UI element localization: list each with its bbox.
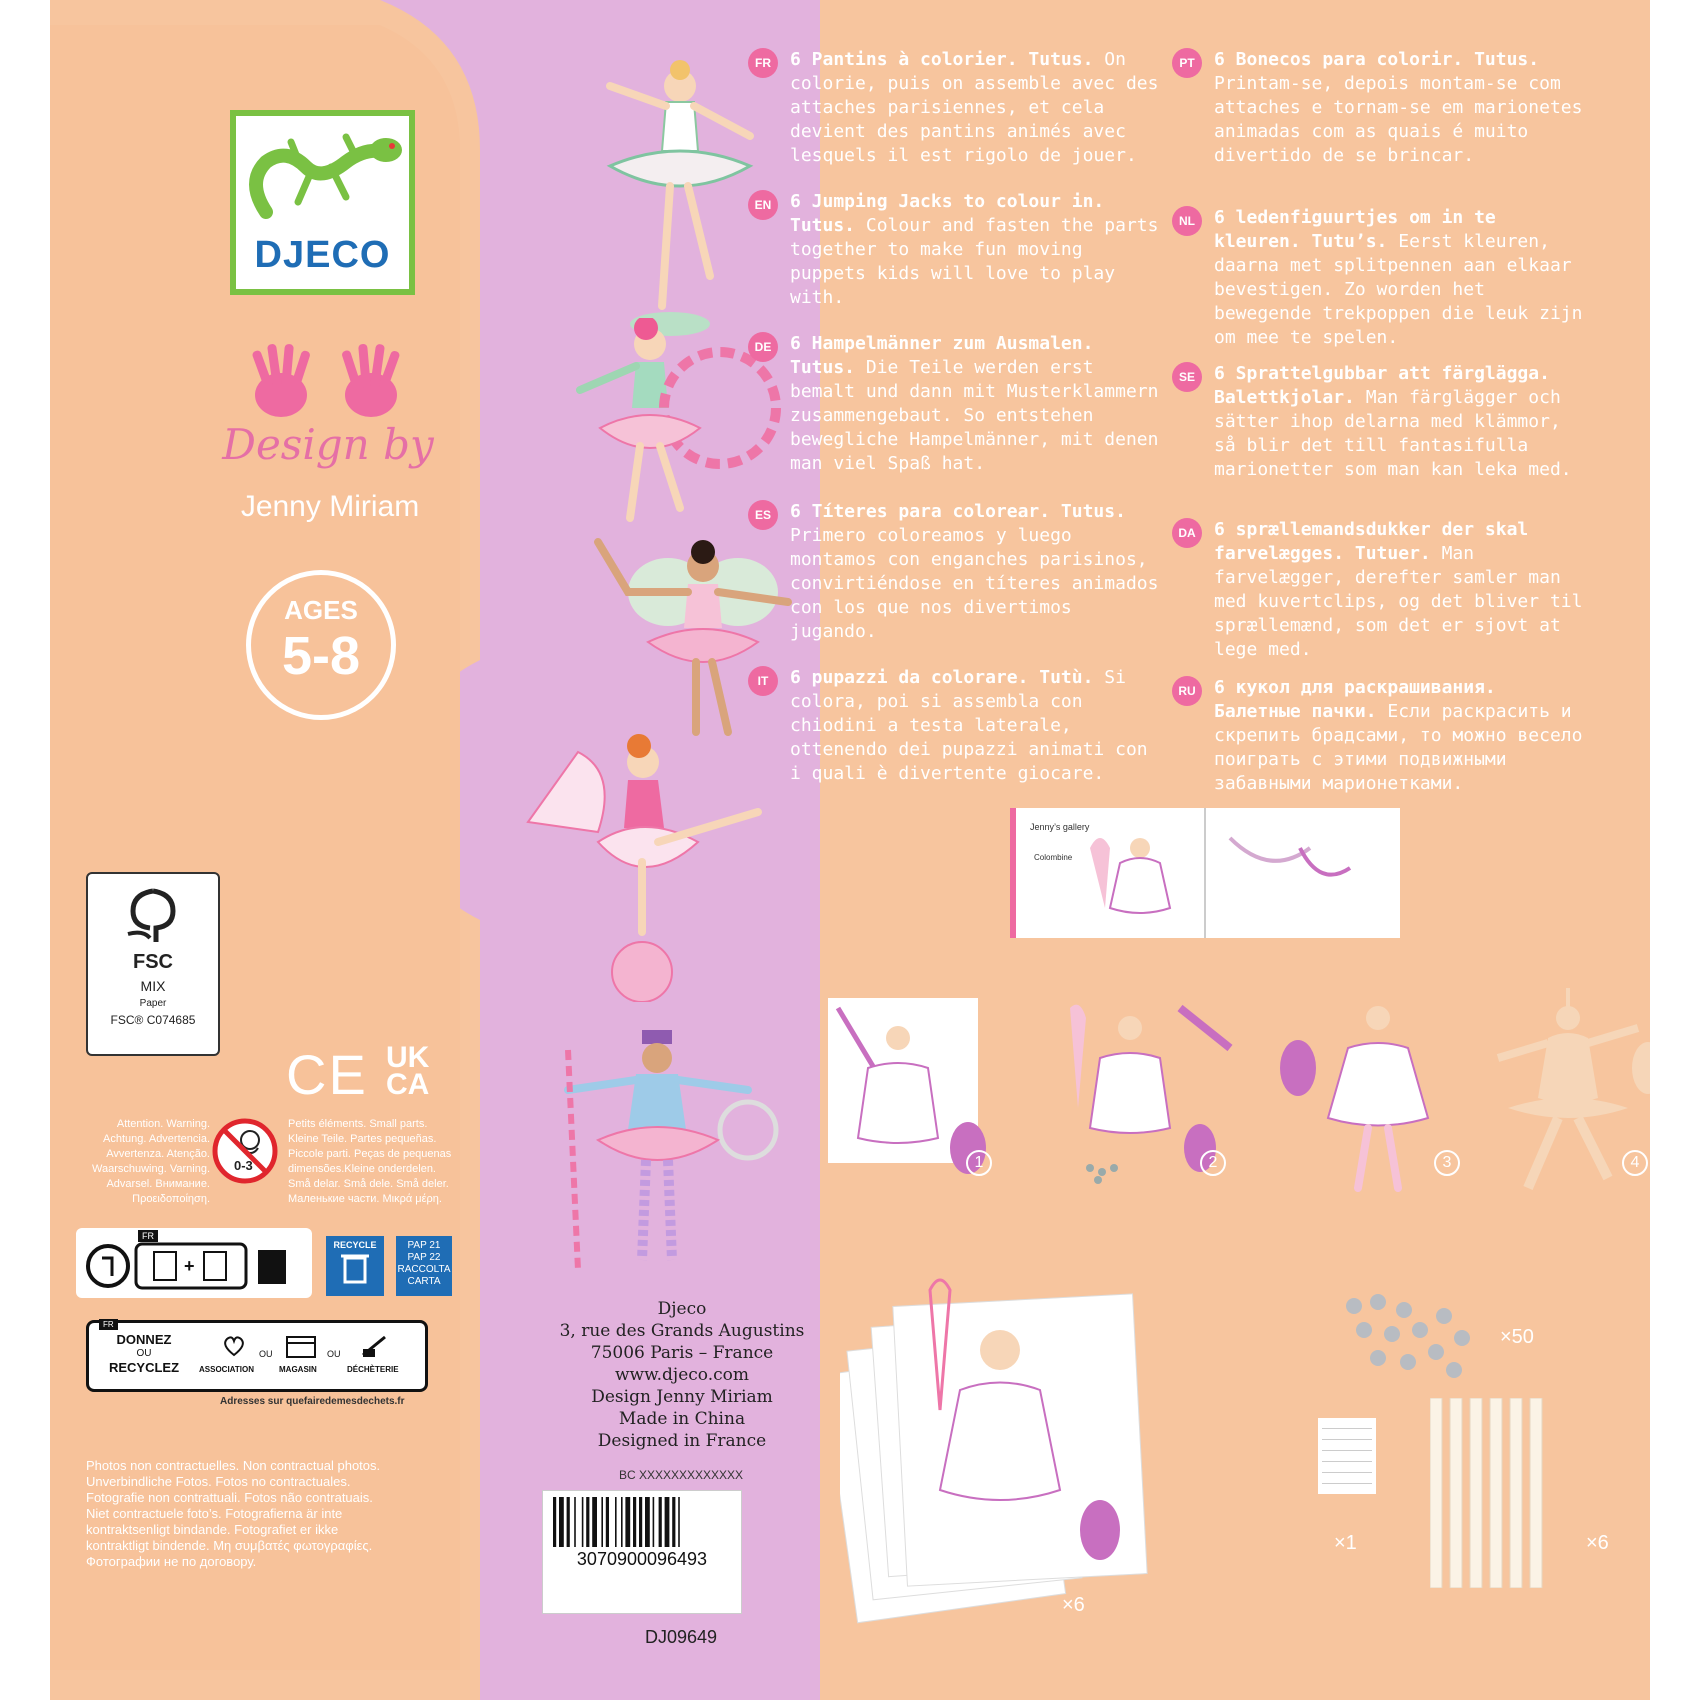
barcode-number: 3070900096493 <box>576 1549 708 1569</box>
description-title: 6 pupazzi da colorare. Tutù. <box>790 667 1094 688</box>
address-company: Djeco <box>657 1299 707 1319</box>
pap-badge <box>396 1236 452 1296</box>
donnez-line-2: RECYCLEZ <box>108 1360 180 1375</box>
djeco-logo <box>230 110 415 295</box>
label-sheet-illustration <box>1318 1418 1376 1494</box>
description-es <box>754 500 1160 644</box>
donnez-ou: OU <box>136 1348 152 1359</box>
ages-range: 5-8 <box>281 626 361 686</box>
description-fr <box>755 48 1160 168</box>
description-title: 6 ledenfiguurtjes om in te kleuren. Tutu’s. <box>1214 207 1496 252</box>
language-badge: SE <box>1172 362 1202 392</box>
product-reference: DJ09649 <box>644 1627 718 1647</box>
coloring-sheets-illustration <box>840 1250 1150 1630</box>
barcode-box <box>542 1490 742 1614</box>
booklet-name: Colombine <box>1034 853 1073 862</box>
triman-icon <box>76 1228 312 1298</box>
description-se <box>1178 362 1584 482</box>
step-number-3: 3 <box>1434 1150 1460 1176</box>
triman-recycling-label <box>76 1228 312 1298</box>
donnez-fr: FR <box>99 1319 118 1330</box>
address-city: 75006 Paris – France <box>590 1343 774 1363</box>
recycle-label: RECYCLE <box>333 1240 377 1250</box>
gecko-icon <box>236 122 409 232</box>
description-pt <box>1179 48 1584 168</box>
label-line <box>1322 1450 1372 1451</box>
hands-icon <box>236 340 416 420</box>
fairy-illustration-3 <box>588 532 818 752</box>
svg-text:+: + <box>184 1256 195 1276</box>
label-line <box>1322 1461 1372 1462</box>
description-text: Если раскрасить и скрепить брадсами, то можно весело поиграть с этими подвижными забавными марионетками. <box>1214 701 1583 794</box>
fsc-mix: MIX <box>140 978 166 994</box>
company-address <box>556 1298 808 1452</box>
description-text: Si colora, poi si assembla con chiodini a testa laterale, ottenendo dei pupazzi animati con i quali è divertente giocare. <box>790 667 1148 784</box>
language-badge: RU <box>1172 676 1202 706</box>
fan-dancer-illustration-4 <box>518 732 798 1002</box>
language-badge: DE <box>748 332 778 362</box>
language-badge: NL <box>1172 206 1202 236</box>
heart-hands-icon <box>219 1333 249 1359</box>
donnez-option-magasin: MAGASIN <box>279 1365 317 1374</box>
photos-disclaimer: Photos non contractuelles. Non contractual photos. Unverbindliche Fotos. Fotos no contractuales. Fotografie non contrattuali. Fotos não contratuais. Niet contractuele foto’s. Fotografierna är inte kontraktsenligt bindande. Fotografiet er ikke kontraktligt bindende. Μη συμβατές φωτογραφίες. Фотографии не по договору. <box>86 1458 381 1569</box>
description-title: 6 Pantins à colorier. Tutus. <box>790 49 1094 70</box>
shop-icon <box>285 1333 317 1359</box>
description-text: Man farvelægger, derefter samler man med kuvertclips, og det bliver til sprællemænd, som det er sjovt at lege med. <box>1214 543 1583 660</box>
language-badge: IT <box>748 666 778 696</box>
recycle-bin-icon <box>335 1250 375 1284</box>
box-back <box>50 0 1650 1700</box>
booklet-illustration <box>1010 808 1400 948</box>
description-de <box>754 332 1160 476</box>
description-title: 6 sprællemandsdukker der skal farvelægges. Tutuer. <box>1214 519 1529 564</box>
fsc-mark: FSC <box>133 951 173 973</box>
sticks-illustration <box>1430 1398 1560 1588</box>
description-text: Colour and fasten the parts together to make fun moving puppets kids will love to play with. <box>790 215 1159 308</box>
ukca-mark <box>386 1041 450 1101</box>
brand-name: DJECO <box>254 234 391 276</box>
description-title: 6 Sprattelgubbar att färglägga. Balettkjolar. <box>1214 363 1550 408</box>
description-text: Eerst kleuren, daarna met splitpennen aan elkaar bevestigen. Zo worden het bewegende trekpoppen die leuk zijn om mee te spelen. <box>1214 231 1583 348</box>
donnez-recyclez-label <box>86 1320 428 1392</box>
step-number-4: 4 <box>1622 1150 1648 1176</box>
description-nl <box>1179 206 1584 350</box>
ringmaster-illustration-5 <box>538 1030 798 1280</box>
language-badge: DA <box>1172 518 1202 548</box>
ukca-line-1: UK <box>386 1041 430 1074</box>
fasteners-illustration <box>1334 1286 1484 1386</box>
fsc-paper: Paper <box>139 998 167 1009</box>
designer-name: Jenny Miriam <box>240 490 420 523</box>
step-number-2: 2 <box>1200 1150 1226 1176</box>
sheets-count: ×6 <box>1062 1594 1085 1616</box>
pap-raccolta: RACCOLTA <box>397 1264 451 1275</box>
donnez-ou-2: OU <box>327 1349 341 1359</box>
pap-22: PAP 22 <box>407 1252 441 1263</box>
bc-code: BC XXXXXXXXXXXXX <box>618 1468 744 1482</box>
language-badge: EN <box>748 190 778 220</box>
warning-age: 0-3 <box>234 1158 253 1173</box>
ukca-line-2: CA <box>386 1068 430 1101</box>
description-text: Die Teile werden erst bemalt und dann mit Musterklammern zusammengebaut. So entstehen bewegliche Hampelmänner, mit denen man viel Spaß hat. <box>790 357 1159 474</box>
language-badge: FR <box>748 48 778 78</box>
donnez-ou-1: OU <box>259 1349 273 1359</box>
design-by-label: Design by <box>222 420 434 469</box>
label-line <box>1322 1472 1372 1473</box>
triman-fr: FR <box>138 1230 158 1242</box>
donnez-line-1: DONNEZ <box>116 1332 172 1347</box>
no-under-3-icon <box>212 1118 278 1184</box>
donnez-option-decheterie: DÉCHÈTERIE <box>347 1365 399 1374</box>
address-web: www.djeco.com <box>615 1365 749 1385</box>
sticks-count: ×6 <box>1586 1532 1609 1554</box>
fsc-code: FSC® C074685 <box>110 1013 196 1027</box>
language-badge: ES <box>748 500 778 530</box>
language-badge: PT <box>1172 48 1202 78</box>
description-text: Primero coloreamos y luego montamos con enganches parisinos, convirtiéndose en títeres animados con los que nos divertimos jugando. <box>790 525 1159 642</box>
description-title: 6 Títeres para colorear. Tutus. <box>790 501 1126 522</box>
label-line <box>1322 1428 1372 1429</box>
description-text: Man färglägger och sätter ihop delarna med klämmor, så blir det till fantasifulla marionetter som man kan leka med. <box>1214 387 1572 480</box>
dump-icon <box>359 1333 389 1359</box>
donnez-option-association: ASSOCIATION <box>199 1365 254 1374</box>
address-designed: Designed in France <box>597 1431 767 1451</box>
description-ru <box>1178 676 1584 796</box>
booklet-gallery: Jenny’s gallery <box>1030 822 1090 832</box>
description-title: 6 Hampelmänner zum Ausmalen. Tutus. <box>790 333 1094 378</box>
pap-21: PAP 21 <box>407 1240 441 1251</box>
barcode-bars <box>553 1497 733 1547</box>
fasteners-count: ×50 <box>1500 1326 1534 1348</box>
small-parts-warning: Petits éléments. Small parts. Kleine Teile. Partes pequeñas. Piccole parti. Peças de pequenas dimensões.Kleine onderdelen. Små delar. Små dele. Små deler. Маленькие части. Μικρά μέρη. <box>288 1118 452 1205</box>
recycle-badge <box>326 1236 384 1296</box>
description-text: Printam-se, depois montam-se com attaches e tornam-se em marionetes animadas com as quais é muito divertido de se brincar. <box>1214 73 1583 166</box>
warning-languages: Attention. Warning. Achtung. Advertencia. Avvertenza. Atenção. Waarschuwing. Varning. Advarsel. Внимание. Προειδοποίηση. <box>92 1118 210 1205</box>
description-text: On colorie, puis on assemble avec des attaches parisiennes, et cela devient des pantins animés avec lesquels il est rigolo de jouer. <box>790 49 1159 166</box>
donnez-url: Adresses sur quefairedemesdechets.fr <box>220 1396 405 1407</box>
fsc-tree-icon <box>118 886 188 946</box>
address-made: Made in China <box>618 1409 746 1429</box>
label-sheet-count: ×1 <box>1334 1532 1357 1554</box>
description-title: 6 кукол для раскрашивания. Балетные пачки. <box>1214 677 1496 722</box>
description-title: 6 Bonecos para colorir. Tutus. <box>1214 49 1540 70</box>
address-design: Design Jenny Miriam <box>591 1387 773 1407</box>
address-street: 3, rue des Grands Augustins <box>559 1321 805 1341</box>
label-line <box>1322 1483 1372 1484</box>
description-da <box>1178 518 1584 662</box>
label-line <box>1322 1439 1372 1440</box>
description-title: 6 Jumping Jacks to colour in. Tutus. <box>790 191 1105 236</box>
step-number-1: 1 <box>966 1150 992 1176</box>
pap-carta: CARTA <box>407 1276 441 1287</box>
ce-mark: CE <box>286 1043 368 1106</box>
fsc-label <box>86 872 220 1056</box>
description-it <box>757 666 1160 786</box>
ages-label: AGES <box>284 595 358 625</box>
description-en <box>754 190 1160 310</box>
ages-badge <box>246 570 396 720</box>
donnez-title <box>97 1333 191 1375</box>
